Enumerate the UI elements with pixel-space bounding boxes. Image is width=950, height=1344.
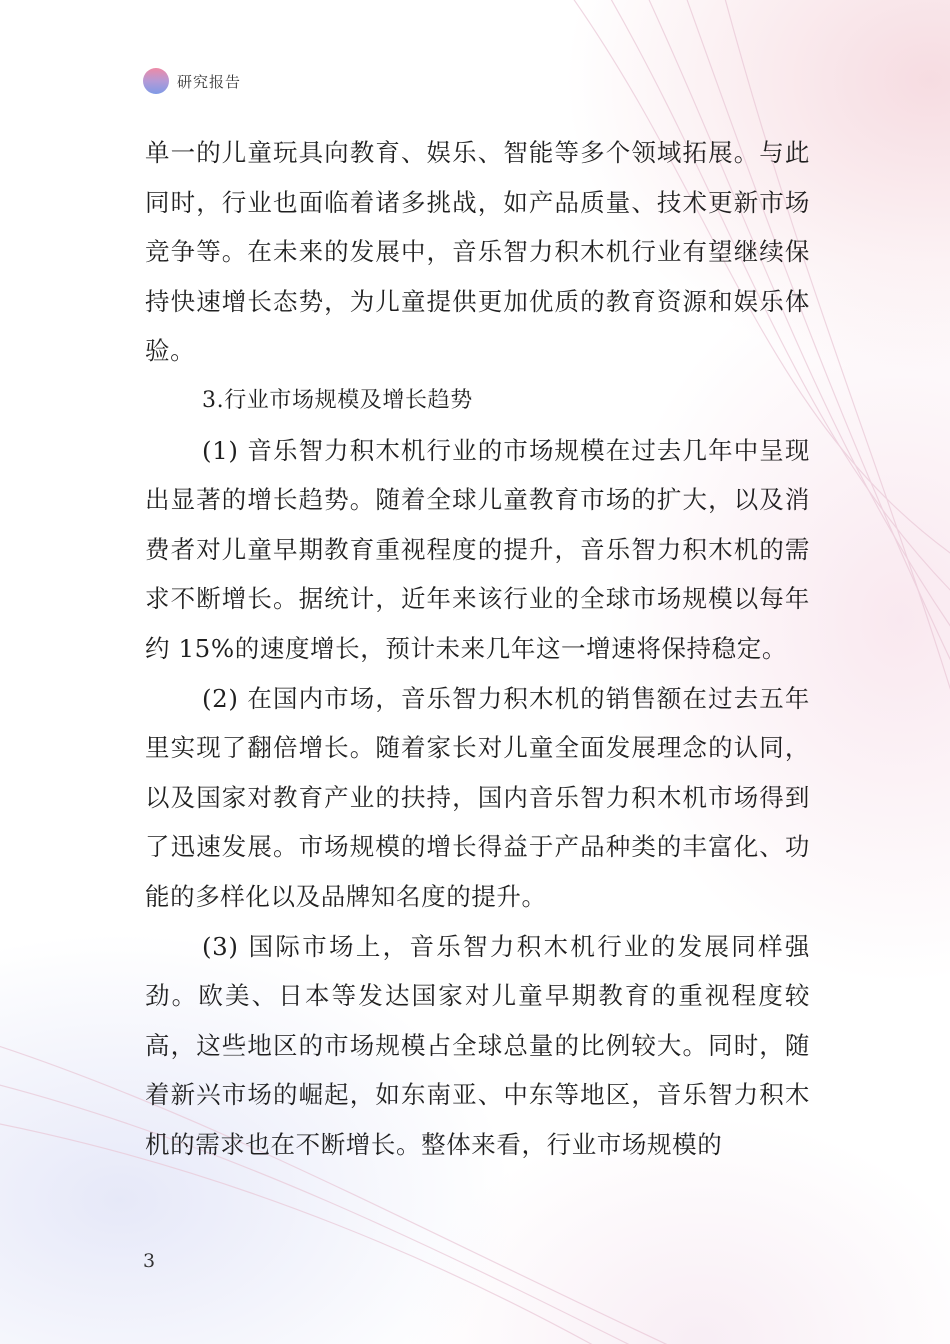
document-body [145, 128, 810, 1169]
paragraph: (3) 国际市场上，音乐智力积木机行业的发展同样强劲。欧美、日本等发达国家对儿童早期教育的重视程度较高，这些地区的市场规模占全球总量的比例较大。同时，随着新兴市场的崛起，如东南亚、中东等地区，音乐智力积木机的需求也在不断增长。整体来看，行业市场规模的 [145, 931, 810, 1159]
logo-circle-icon [143, 68, 169, 94]
report-header [143, 68, 241, 94]
section-heading: 3.行业市场规模及增长趋势 [202, 387, 473, 413]
paragraph: 单一的儿童玩具向教育、娱乐、智能等多个领域拓展。与此同时，行业也面临着诸多挑战，如产品质量、技术更新市场竞争等。在未来的发展中，音乐智力积木机行业有望继续保持快速增长态势，为儿童提供更加优质的教育资源和娱乐体验。 [145, 138, 810, 366]
paragraph: (1) 音乐智力积木机行业的市场规模在过去几年中呈现出显著的增长趋势。随着全球儿童教育市场的扩大，以及消费者对儿童早期教育重视程度的提升，音乐智力积木机的需求不断增长。据统计，近年来该行业的全球市场规模以每年约 15%的速度增长，预计未来几年这一增速将保持稳定。 [145, 435, 810, 663]
header-title: 研究报告 [177, 72, 242, 91]
paragraph: (2) 在国内市场，音乐智力积木机的销售额在过去五年里实现了翻倍增长。随着家长对儿童全面发展理念的认同，以及国家对教育产业的扶持，国内音乐智力积木机市场得到了迅速发展。市场规模的增长得益于产品种类的丰富化、功能的多样化以及品牌知名度的提升。 [145, 683, 810, 911]
page-number: 3 [143, 1250, 156, 1272]
